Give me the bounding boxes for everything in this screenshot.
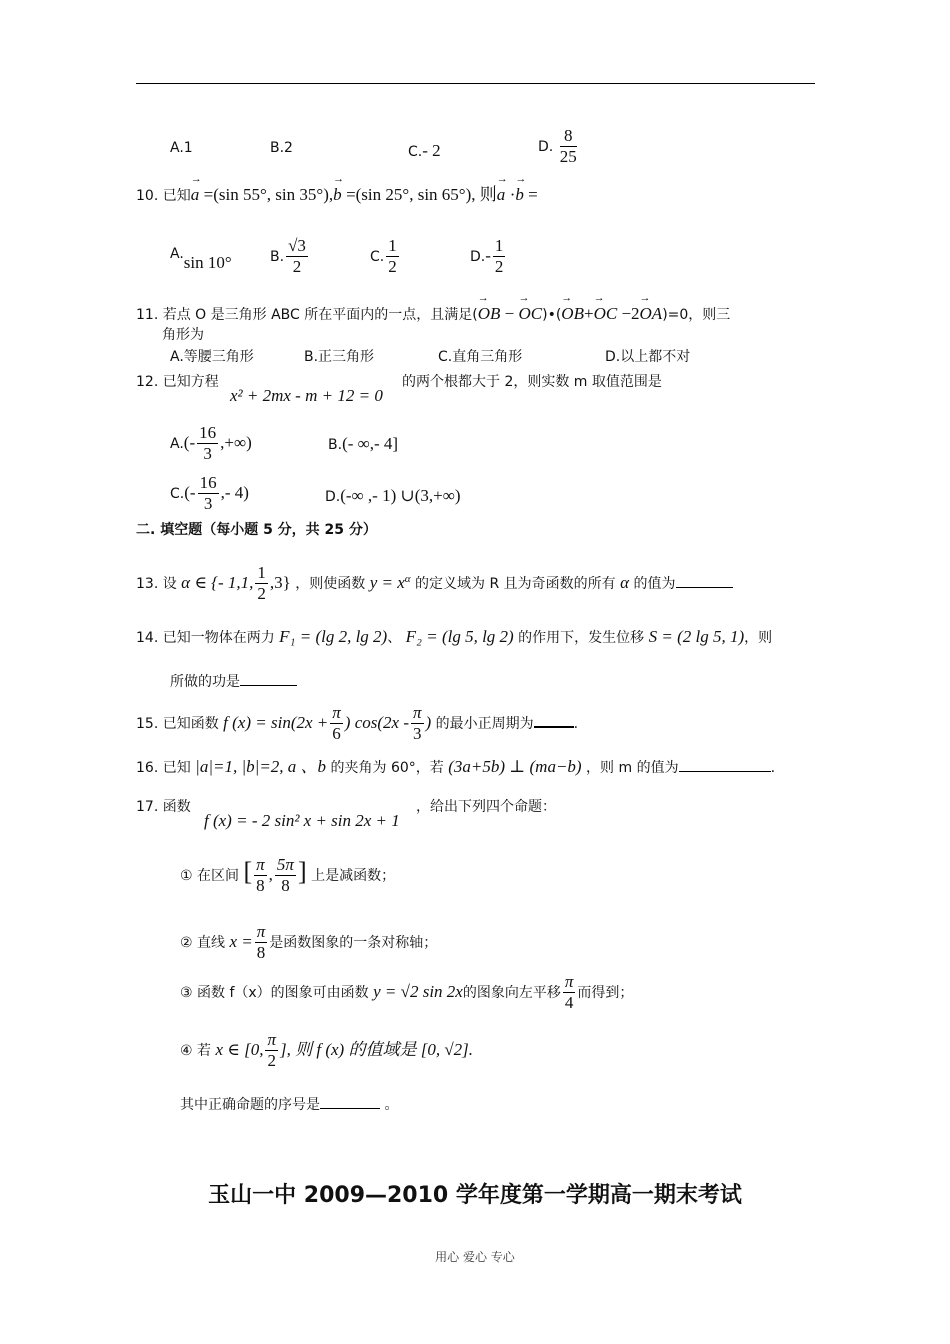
- q17-stem-tail: ，给出下列四个命题：: [416, 799, 556, 815]
- q17-proposition-4: ④ 若 x ∈ [0, $\frac{\pi}{2}$ ], 则 f (x) 的值域是 [0, √2].: [180, 1030, 474, 1071]
- q11-option-c: C.直角三角形: [438, 349, 523, 365]
- question-14: 14. 已知一物体在两力 F₁ = (lg 2, lg 2)、 F₂ = (lg 5, lg 2) 的作用下，发生位移 S = (2 lg 5, 1)，则: [136, 627, 773, 646]
- option-d: D. $\frac{8}{25}$: [538, 126, 577, 167]
- q17-proposition-2: ② 直线 x = $\frac{\pi}{8}$ 是函数图象的一条对称轴；: [180, 922, 438, 963]
- question-10: 10. 已知→ a =(sin 55°, sin 35°),→ b =(sin 25°, sin 65°), 则→ a ·→ b =: [136, 184, 538, 206]
- page-footer: 用心 爱心 专心: [435, 1250, 515, 1264]
- q12-equation: x² + 2mx - m + 12 = 0: [230, 386, 383, 405]
- option-c: C.- 2: [408, 141, 441, 160]
- question-11: 11. 若点 O 是三角形 ABC 所在平面内的一点，且满足(→ OB − → OC)•(→ OB+→ OC −2→ OA)=0，则三: [136, 303, 730, 325]
- q17-proposition-3: ③ 函数 f（x）的图象可由函数 y = √2 sin 2x的图象向左平移 $\frac{\pi}{4}$ 而得到；: [180, 972, 634, 1013]
- q17-conclusion: 其中正确命题的序号是 。: [180, 1097, 399, 1113]
- question-17: 17. 函数: [136, 799, 191, 815]
- q12-option-d: D.(-∞ ,- 1) ∪(3,+∞): [325, 486, 461, 505]
- q12-option-a: A.(- $\frac{16}{3}$ ,+∞): [170, 423, 252, 464]
- question-13: 13. 设 α ∈ {- 1,1, $\frac{1}{2}$ ,3} ，则使函数 $y = x^\alpha$ 的定义域为 R 且为奇函数的所有 α 的值为: [136, 563, 733, 605]
- q11-option-a: A.等腰三角形: [170, 349, 254, 365]
- q10-option-c: C. $\frac{1}{2}$: [370, 236, 397, 277]
- q10-option-a: A.sin 10°: [170, 246, 232, 272]
- q11-option-b: B.正三角形: [304, 349, 375, 365]
- header-rule: [136, 83, 815, 84]
- option-a: A.1: [170, 140, 193, 156]
- question-15: 15. 已知函数 f (x) = sin(2x + $\frac{\pi}{6}$ ) cos(2x - $\frac{\pi}{3}$ ) 的最小正周期为 .: [136, 703, 579, 744]
- q17-function: f (x) = - 2 sin² x + sin 2x + 1: [204, 811, 400, 830]
- q12-option-c: C.(- $\frac{16}{3}$ ,- 4): [170, 473, 249, 514]
- q12-option-b: B.(- ∞,- 4]: [328, 434, 399, 453]
- q10-option-b: B. $\frac{√3}{2}$: [270, 236, 306, 277]
- option-b: B.2: [270, 140, 293, 156]
- section-heading: 二. 填空题（每小题 5 分，共 25 分）: [136, 522, 377, 538]
- q10-option-d: D.- $\frac{1}{2}$: [470, 236, 504, 277]
- question-12: 12. 已知方程: [136, 374, 219, 390]
- q11-line2: 角形为: [162, 327, 204, 343]
- exam-title: 玉山一中 2009—2010 学年度第一学期高一期末考试: [208, 1183, 742, 1208]
- question-16: 16. 已知 |a|=1, |b|=2, a 、b 的夹角为 60°，若 (3a+5b) ⊥ (ma−b) ，则 m 的值为 .: [136, 757, 776, 776]
- q14-line2: 所做的功是: [170, 674, 297, 692]
- q11-option-d: D.以上都不对: [605, 349, 691, 365]
- q12-stem-tail: 的两个根都大于 2，则实数 m 取值范围是: [402, 374, 662, 390]
- q17-proposition-1: ① 在区间 [ $\frac{\pi}{8}$ , $\frac{5\pi}{8}$ ] 上是减函数；: [180, 855, 396, 896]
